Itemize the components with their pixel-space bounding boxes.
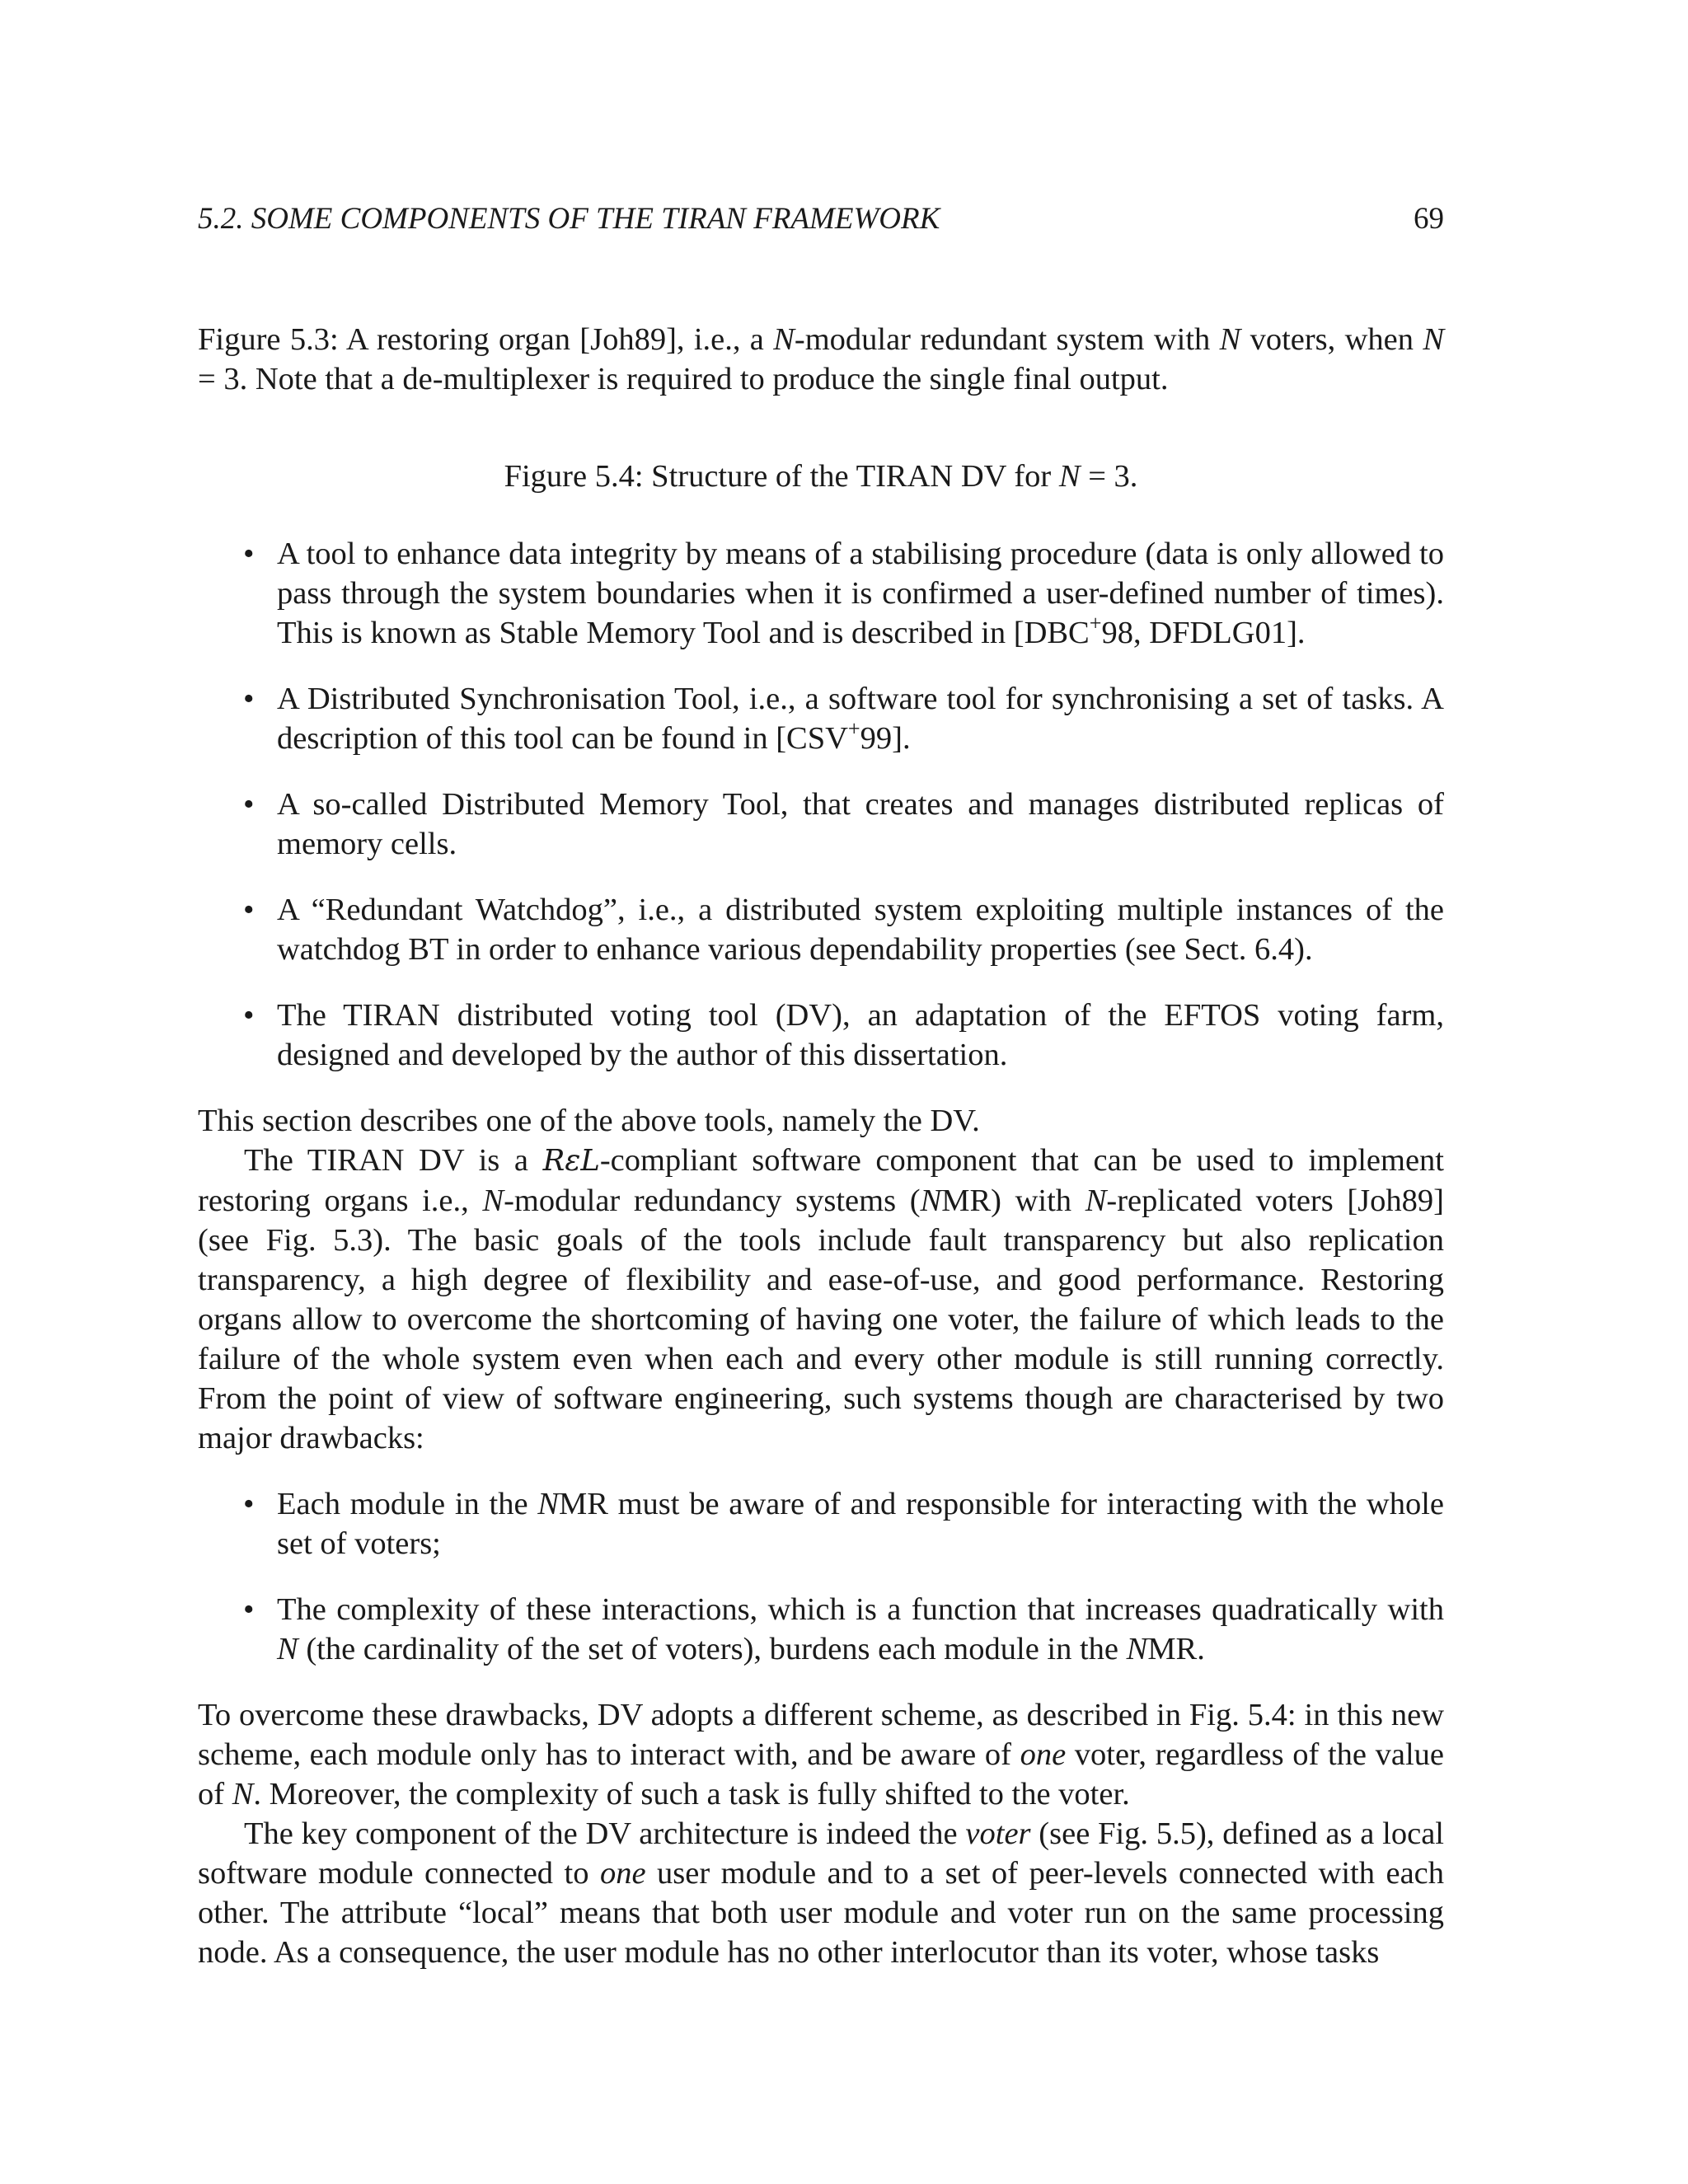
figure-5-3-caption: Figure 5.3: A restoring organ [Joh89], i.e., a N-modular redundant system with N voters, when N = 3. Note that a de-multiplexer is required to produce the single final output. (198, 322, 1444, 396)
paragraph: This section describes one of the above tools, namely the DV. (198, 1104, 980, 1138)
tools-list (198, 534, 1444, 1075)
list-item: • A Distributed Synchronisation Tool, i.e., a software tool for synchronising a set of tasks. A description of this tool can be found in [CSV+99]. (243, 682, 1444, 756)
paragraph: The TIRAN DV is a RεL-compliant software component that can be used to implement restoring organs i.e., N-modular redundancy systems (NMR) with N-replicated voters [Joh89] (see Fig. 5.3). The basic goals of the tools include fault transparency but also replication transparency, a high degree of flexibility and ease-of-use, and good performance. Restoring organs allow to overcome the shortcoming of having one voter, the failure of which leads to the failure of the whole system even when each and every other module is still running correctly. From the point of view of software engineering, such systems though are characterised by two major drawbacks: (198, 1143, 1444, 1455)
page (198, 0, 1444, 2184)
list-item: • The TIRAN distributed voting tool (DV), an adaptation of the EFTOS voting farm, designed and developed by the author of this dissertation. (243, 998, 1444, 1072)
list-item: • The complexity of these interactions, which is a function that increases quadratically with N (the cardinality of the set of voters), burdens each module in the NMR. (243, 1592, 1444, 1666)
paragraph: The key component of the DV architecture is indeed the voter (see Fig. 5.5), defined as a local software module connected to one user module and to a set of peer-levels connected with each other. The attribute “local” means that both user module and voter run on the same processing node. As a consequence, the user module has no other interlocutor than its voter, whose tasks (198, 1816, 1444, 1970)
running-header (198, 199, 1444, 239)
figure-5-4-caption: Figure 5.4: Structure of the TIRAN DV for N = 3. (504, 459, 1138, 494)
paragraph: To overcome these drawbacks, DV adopts a different scheme, as described in Fig. 5.4: in this new scheme, each module only has to interact with, and be aware of one voter, regardless of the value of N. Moreover, the complexity of such a task is fully shifted to the voter. (198, 1698, 1444, 1811)
section-title: 5.2. SOME COMPONENTS OF THE TIRAN FRAMEWORK (198, 202, 940, 236)
body-text (198, 320, 1444, 1972)
list-item: • A so-called Distributed Memory Tool, that creates and manages distributed replicas of memory cells. (243, 787, 1444, 861)
page-number: 69 (1414, 202, 1444, 236)
drawbacks-list (198, 1484, 1444, 1669)
list-item: • Each module in the NMR must be aware of and responsible for interacting with the whole set of voters; (243, 1487, 1444, 1561)
list-item: • A tool to enhance data integrity by means of a stabilising procedure (data is only allowed to pass through the system boundaries when it is confirmed a user-defined number of times). This is known as Stable Memory Tool and is described in [DBC+98, DFDLG01]. (243, 537, 1444, 650)
list-item: • A “Redundant Watchdog”, i.e., a distributed system exploiting multiple instances of the watchdog BT in order to enhance various dependability properties (see Sect. 6.4). (243, 893, 1444, 967)
